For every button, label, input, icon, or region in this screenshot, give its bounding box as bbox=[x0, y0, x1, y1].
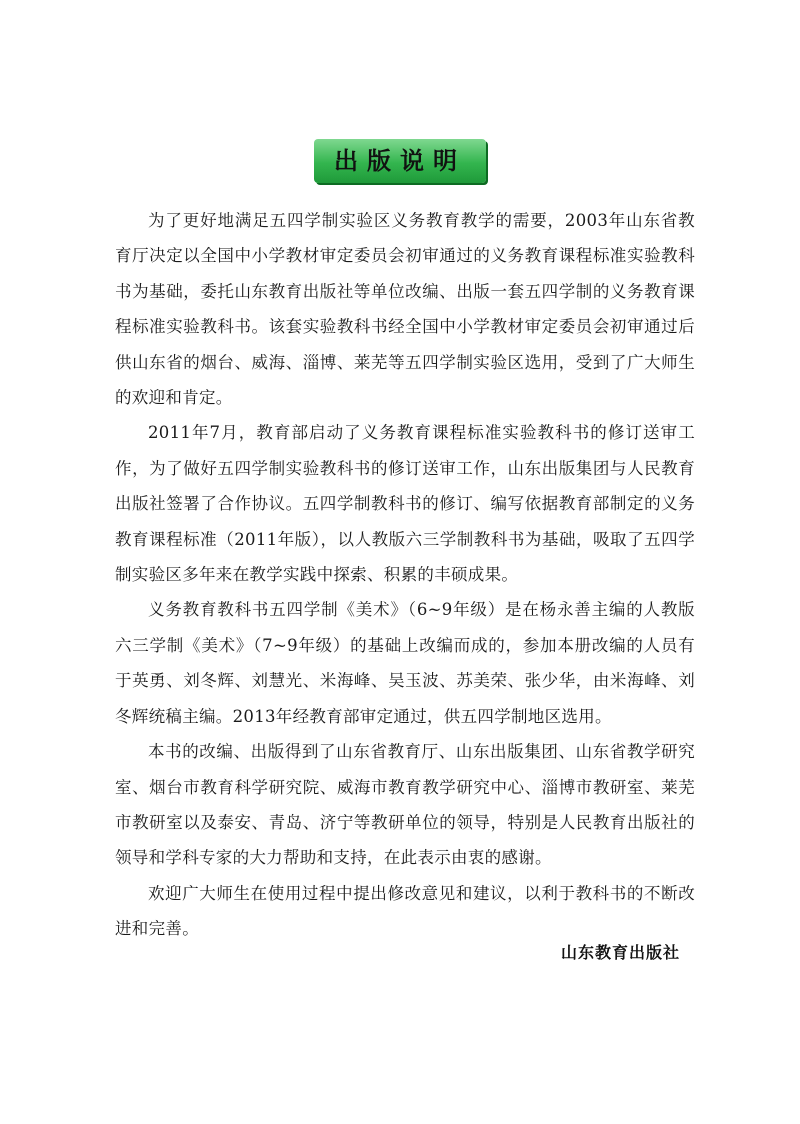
paragraph-1: 为了更好地满足五四学制实验区义务教育教学的需要，2003年山东省教育厅决定以全国中小学教材审定委员会初审通过的义务教育课程标准实验教科书为基础，委托山东教育出版社等单位改编、出版一套五四学制的义务教育课程标准实验教科书。该套实验教科书经全国中小学教材审定委员会初审通过后供山东省的烟台、威海、淄博、莱芜等五四学制实验区选用，受到了广大师生的欢迎和肯定。 bbox=[115, 211, 695, 408]
paragraph-4: 本书的改编、出版得到了山东省教育厅、山东出版集团、山东省教学研究室、烟台市教育科学研究院、威海市教育教学研究中心、淄博市教研室、莱芜市教研室以及泰安、青岛、济宁等教研单位的领导，特别是人民教育出版社的领导和学科专家的大力帮助和支持，在此表示由衷的感谢。 bbox=[115, 742, 695, 868]
page-title: 出版说明 bbox=[334, 147, 466, 175]
body-text bbox=[115, 203, 695, 947]
title-banner bbox=[314, 139, 486, 183]
paragraph-3: 义务教育教科书五四学制《美术》（6~9年级）是在杨永善主编的人教版六三学制《美术》（7~9年级）的基础上改编而成的，参加本册改编的人员有于英勇、刘冬辉、刘慧光、米海峰、吴玉波、苏美荣、张少华，由米海峰、刘冬辉统稿主编。2013年经教育部审定通过，供五四学制地区选用。 bbox=[115, 600, 695, 726]
paragraph-2: 2011年7月，教育部启动了义务教育课程标准实验教科书的修订送审工作，为了做好五四学制实验教科书的修订送审工作，山东出版集团与人民教育出版社签署了合作协议。五四学制教科书的修订、编写依据教育部制定的义务教育课程标准（2011年版），以人教版六三学制教科书为基础，吸取了五四学制实验区多年来在教学实践中探索、积累的丰硕成果。 bbox=[115, 423, 695, 585]
paragraph-5: 欢迎广大师生在使用过程中提出修改意见和建议，以利于教科书的不断改进和完善。 bbox=[115, 883, 695, 939]
publisher-signature: 山东教育出版社 bbox=[560, 943, 680, 962]
